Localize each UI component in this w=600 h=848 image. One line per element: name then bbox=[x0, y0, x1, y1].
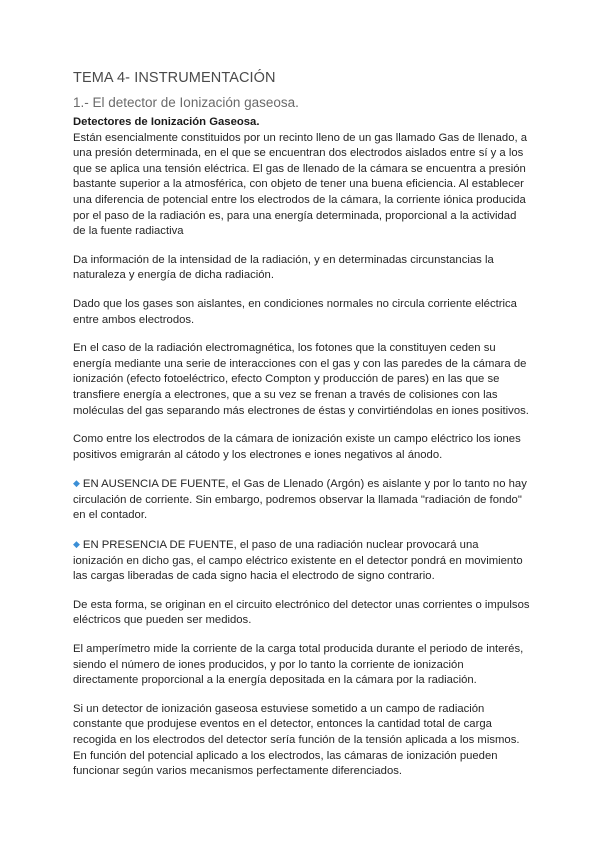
bullet-diamond-icon: ◆ bbox=[73, 478, 80, 489]
bullet-text: EN PRESENCIA DE FUENTE, el paso de una radiación nuclear provocará una ionización en dicho gas, el campo eléctrico existente en el detector pondrá en movimiento las cargas liberadas de cada signo hacia el electrodo de signo contrario. bbox=[73, 539, 523, 583]
bullet-diamond-icon: ◆ bbox=[73, 539, 80, 550]
bullet-item bbox=[73, 537, 531, 585]
bullet-text: EN AUSENCIA DE FUENTE, el Gas de Llenado (Argón) es aislante y por lo tanto no hay circulación de corriente. Sin embargo, podremos observar la llamada "radiación de fondo" en el contador. bbox=[73, 478, 527, 522]
bullet-item bbox=[73, 476, 531, 524]
section-heading: 1.- El detector de Ionización gaseosa. bbox=[73, 95, 299, 110]
paragraph: En el caso de la radiación electromagnética, los fotones que la constituyen ceden su energía mediante una serie de interacciones con el gas y con las paredes de la cámara de ionización (efecto fotoeléctrico, efecto Compton y producción de pares) en las que se transfiere energía a electrones, que a su vez se frenan a través de colisiones con las moléculas del gas separando más electrones de éstas y convirtiéndolas en iones positivos. bbox=[73, 342, 529, 417]
paragraph: De esta forma, se originan en el circuito electrónico del detector unas corrientes o impulsos eléctricos que pueden ser medidos. bbox=[73, 598, 530, 627]
paragraph bbox=[73, 115, 531, 240]
subsection-title: Detectores de Ionización Gaseosa. bbox=[73, 116, 260, 128]
paragraph: Como entre los electrodos de la cámara de ionización existe un campo eléctrico los iones positivos emigrarán al cátodo y los electrones e iones negativos al ánodo. bbox=[73, 433, 521, 461]
paragraph: Dado que los gases son aislantes, en condiciones normales no circula corriente eléctrica entre ambos electrodos. bbox=[73, 297, 517, 326]
paragraph: Da información de la intensidad de la radiación, y en determinadas circunstancias la naturaleza y energía de dicha radiación. bbox=[73, 253, 494, 282]
page-title: TEMA 4- INSTRUMENTACIÓN bbox=[73, 70, 276, 86]
paragraph: El amperímetro mide la corriente de la carga total producida durante el periodo de interés, siendo el número de iones producidos, y por lo tanto la corriente de ionización directamente proporcional a la energía depositada en la cámara por la radiación. bbox=[73, 643, 524, 687]
paragraph: Si un detector de ionización gaseosa estuviese sometido a un campo de radiación constante que produjese eventos en el detector, entonces la cantidad total de carga recogida en los electrodos del detector sería función de la tensión aplicada a los mismos. En función del potencial aplicado a los electrodos, las cámaras de ionización pueden funcionar según varios mecanismos perfectamente diferenciados. bbox=[73, 702, 520, 778]
document-body bbox=[73, 115, 531, 793]
paragraph-text: Están esencialmente constituidos por un recinto lleno de un gas llamado Gas de llenado, a una presión determinada, en el que se encuentran dos electrodos aislados entre sí y a los que se aplica una tensión eléctrica. El gas de llenado de la cámara se encuentra a presión bastante superior a la atmosférica, con objeto de tener una buena eficiencia. Al establecer una diferencia de potencial entre los electrodos de la cámara, la corriente iónica producida por el paso de la radiación es, para una energía determinada, proporcional a la actividad de la fuente radiactiva bbox=[73, 131, 528, 238]
